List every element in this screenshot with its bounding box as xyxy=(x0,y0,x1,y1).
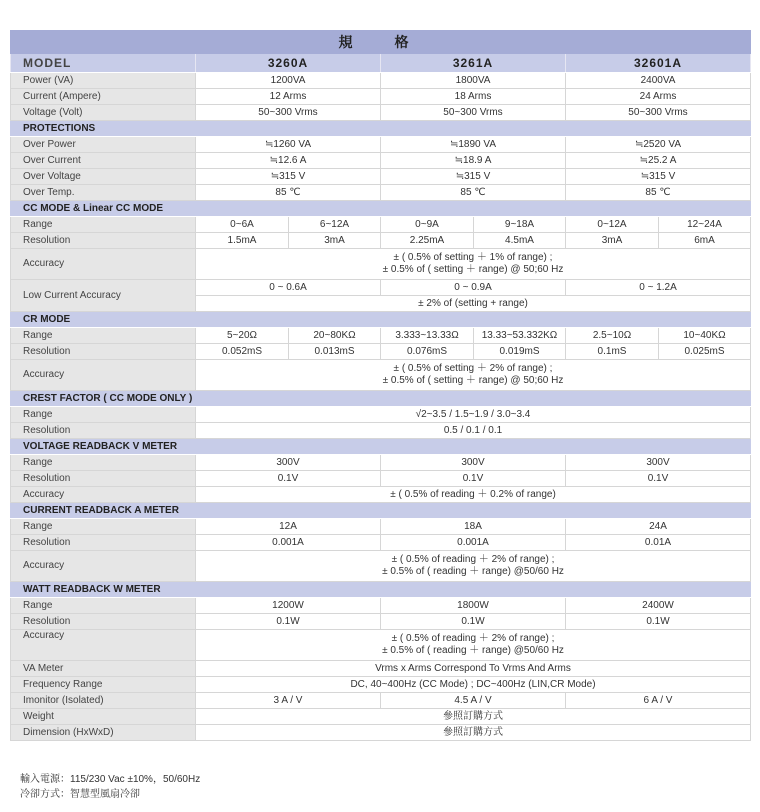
row-label: Over Current xyxy=(11,153,196,169)
cell: 1800VA xyxy=(381,73,566,89)
row-label: Resolution xyxy=(11,471,196,487)
cell: 0.019mS xyxy=(474,344,566,360)
cell: 0.1mS xyxy=(566,344,659,360)
section-protections xyxy=(11,121,751,137)
cell: 0~9A xyxy=(381,217,474,233)
cell: 10~40KΩ xyxy=(659,328,751,344)
accuracy-line-2: ± 0.5% of ( setting ＋ range) @ 50;60 Hz xyxy=(382,375,564,386)
cell: 0.001A xyxy=(381,535,566,551)
cell: 0 ~ 1.2A xyxy=(566,280,751,296)
cell: ≒2520 VA xyxy=(566,137,751,153)
row-label: Range xyxy=(11,455,196,471)
cell xyxy=(196,630,751,661)
row-label: Range xyxy=(11,217,196,233)
cell: 3mA xyxy=(289,233,381,249)
row-label: Resolution xyxy=(11,344,196,360)
row-label: Range xyxy=(11,598,196,614)
frequency-range-row xyxy=(11,677,751,693)
cell: 0~6A xyxy=(196,217,289,233)
v-resolution-row xyxy=(11,471,751,487)
section-header: VOLTAGE READBACK V METER xyxy=(11,439,751,455)
cell: 12~24A xyxy=(659,217,751,233)
row-label: Resolution xyxy=(11,614,196,630)
accuracy-line-2: ± 0.5% of ( reading ＋ range) @50/60 Hz xyxy=(382,566,564,577)
va-meter-row xyxy=(11,661,751,677)
cell: 1200VA xyxy=(196,73,381,89)
cell: 參照訂購方式 xyxy=(196,725,751,741)
cell: 6 A / V xyxy=(566,693,751,709)
row-label: Accuracy xyxy=(11,360,196,391)
row-label: Dimension (HxWxD) xyxy=(11,725,196,741)
row-label: Range xyxy=(11,519,196,535)
cell: 0.1W xyxy=(566,614,751,630)
cell: 9~18A xyxy=(474,217,566,233)
accuracy-line-1: ± ( 0.5% of setting ＋ 2% of range) ; xyxy=(393,363,553,374)
cell: 0.1W xyxy=(381,614,566,630)
cell: 4.5mA xyxy=(474,233,566,249)
cell: 2400W xyxy=(566,598,751,614)
footnote-input-power: 輸入電源：115/230 Vac ±10%，50/60Hz xyxy=(20,774,201,785)
cell: 24A xyxy=(566,519,751,535)
cell: 0.013mS xyxy=(289,344,381,360)
row-label: Power (VA) xyxy=(11,73,196,89)
row-label: Range xyxy=(11,328,196,344)
spec-table xyxy=(10,30,751,741)
accuracy-line-2: ± 0.5% of ( setting ＋ range) @ 50;60 Hz xyxy=(382,264,564,275)
cell: 3mA xyxy=(566,233,659,249)
section-cr-mode xyxy=(11,312,751,328)
section-current-readback xyxy=(11,503,751,519)
cell: 0.1V xyxy=(381,471,566,487)
cell: 0.1V xyxy=(196,471,381,487)
cell: ≒315 V xyxy=(196,169,381,185)
cell: 2.5~10Ω xyxy=(566,328,659,344)
cell: 0 ~ 0.9A xyxy=(381,280,566,296)
w-range-row xyxy=(11,598,751,614)
cell: 0.1W xyxy=(196,614,381,630)
row-label: Over Power xyxy=(11,137,196,153)
w-resolution-row xyxy=(11,614,751,630)
row-label: Resolution xyxy=(11,233,196,249)
footnote-cooling: 冷卻方式：智慧型風扇冷卻 xyxy=(20,789,140,800)
cell: 0 ~ 0.6A xyxy=(196,280,381,296)
cc-resolution-row xyxy=(11,233,751,249)
cell: 13.33~53.332KΩ xyxy=(474,328,566,344)
cell: 5~20Ω xyxy=(196,328,289,344)
cell: ≒18.9 A xyxy=(381,153,566,169)
cell: ≒1260 VA xyxy=(196,137,381,153)
section-voltage-readback xyxy=(11,439,751,455)
cell: ≒315 V xyxy=(566,169,751,185)
section-header: CC MODE & Linear CC MODE xyxy=(11,201,751,217)
row-label: Voltage (Volt) xyxy=(11,105,196,121)
a-resolution-row xyxy=(11,535,751,551)
row-label: Accuracy xyxy=(11,487,196,503)
accuracy-line-1: ± ( 0.5% of reading ＋ 2% of range) ; xyxy=(391,633,555,644)
cell: 2.25mA xyxy=(381,233,474,249)
cc-accuracy-row xyxy=(11,249,751,280)
cell: 50~300 Vrms xyxy=(381,105,566,121)
section-header: PROTECTIONS xyxy=(11,121,751,137)
row-label: Low Current Accuracy xyxy=(11,280,196,312)
cell: 50~300 Vrms xyxy=(196,105,381,121)
cr-range-row xyxy=(11,328,751,344)
cell: 300V xyxy=(566,455,751,471)
accuracy-line-1: ± ( 0.5% of reading ＋ 2% of range) ; xyxy=(391,554,555,565)
cell: 18 Arms xyxy=(381,89,566,105)
voltage-row xyxy=(11,105,751,121)
cell: 0.001A xyxy=(196,535,381,551)
v-range-row xyxy=(11,455,751,471)
cell: ≒1890 VA xyxy=(381,137,566,153)
cell: 1.5mA xyxy=(196,233,289,249)
section-header: CURRENT READBACK A METER xyxy=(11,503,751,519)
row-label: Imonitor (Isolated) xyxy=(11,693,196,709)
weight-row xyxy=(11,709,751,725)
model-label: MODEL xyxy=(11,54,196,73)
section-cc-mode xyxy=(11,201,751,217)
row-label: Resolution xyxy=(11,423,196,439)
cell: 0.076mS xyxy=(381,344,474,360)
cell: 0~12A xyxy=(566,217,659,233)
section-header: CREST FACTOR ( CC MODE ONLY ) xyxy=(11,391,751,407)
model-row xyxy=(11,54,751,73)
section-watt-readback xyxy=(11,582,751,598)
cell: 300V xyxy=(381,455,566,471)
dimension-row xyxy=(11,725,751,741)
section-header: CR MODE xyxy=(11,312,751,328)
cell: 0.025mS xyxy=(659,344,751,360)
accuracy-line-1: ± ( 0.5% of setting ＋ 1% of range) ; xyxy=(393,252,553,263)
cell: 1800W xyxy=(381,598,566,614)
cell: 0.01A xyxy=(566,535,751,551)
cell: 12A xyxy=(196,519,381,535)
cr-resolution-row xyxy=(11,344,751,360)
cell: 12 Arms xyxy=(196,89,381,105)
model-3261a: 3261A xyxy=(381,54,566,73)
cr-accuracy-row xyxy=(11,360,751,391)
imonitor-row xyxy=(11,693,751,709)
cell: 3.333~13.33Ω xyxy=(381,328,474,344)
model-3260a: 3260A xyxy=(196,54,381,73)
v-accuracy-row xyxy=(11,487,751,503)
cell: ≒12.6 A xyxy=(196,153,381,169)
cell: DC, 40~400Hz (CC Mode) ; DC~400Hz (LIN,CR Mode) xyxy=(196,677,751,693)
cell: ± 2% of (setting + range) xyxy=(196,296,751,312)
row-label: VA Meter xyxy=(11,661,196,677)
row-label: Accuracy xyxy=(11,249,196,280)
cc-range-row xyxy=(11,217,751,233)
a-accuracy-row xyxy=(11,551,751,582)
cell: 50~300 Vrms xyxy=(566,105,751,121)
row-label: Frequency Range xyxy=(11,677,196,693)
section-header: WATT READBACK W METER xyxy=(11,582,751,598)
cell: 參照訂購方式 xyxy=(196,709,751,725)
cell: 85 ℃ xyxy=(566,185,751,201)
crest-range-row xyxy=(11,407,751,423)
a-range-row xyxy=(11,519,751,535)
cell: Vrms x Arms Correspond To Vrms And Arms xyxy=(196,661,751,677)
row-label: Weight xyxy=(11,709,196,725)
row-label: Resolution xyxy=(11,535,196,551)
cell: 3 A / V xyxy=(196,693,381,709)
cell: ± ( 0.5% of reading ＋ 0.2% of range) xyxy=(196,487,751,503)
cell: 300V xyxy=(196,455,381,471)
model-32601a: 32601A xyxy=(566,54,751,73)
cell xyxy=(196,249,751,280)
cell: 24 Arms xyxy=(566,89,751,105)
cell: 0.5 / 0.1 / 0.1 xyxy=(196,423,751,439)
cell: 85 ℃ xyxy=(381,185,566,201)
cell: 1200W xyxy=(196,598,381,614)
cell: 18A xyxy=(381,519,566,535)
cell xyxy=(196,551,751,582)
row-label: Accuracy xyxy=(11,630,196,661)
cell: 6~12A xyxy=(289,217,381,233)
power-row xyxy=(11,73,751,89)
over-temp-row xyxy=(11,185,751,201)
spec-title: 規 格 xyxy=(11,31,751,54)
over-voltage-row xyxy=(11,169,751,185)
row-label: Over Voltage xyxy=(11,169,196,185)
section-crest-factor xyxy=(11,391,751,407)
cell: 0.052mS xyxy=(196,344,289,360)
cell: ≒25.2 A xyxy=(566,153,751,169)
row-label: Range xyxy=(11,407,196,423)
cell: √2~3.5 / 1.5~1.9 / 3.0~3.4 xyxy=(196,407,751,423)
cell xyxy=(196,360,751,391)
current-row xyxy=(11,89,751,105)
row-label: Current (Ampere) xyxy=(11,89,196,105)
cell: 2400VA xyxy=(566,73,751,89)
crest-resolution-row xyxy=(11,423,751,439)
row-label: Over Temp. xyxy=(11,185,196,201)
cell: 85 ℃ xyxy=(196,185,381,201)
cell: 6mA xyxy=(659,233,751,249)
title-row xyxy=(11,31,751,54)
accuracy-line-2: ± 0.5% of ( reading ＋ range) @50/60 Hz xyxy=(382,645,564,656)
cell: ≒315 V xyxy=(381,169,566,185)
w-accuracy-row xyxy=(11,630,751,661)
over-current-row xyxy=(11,153,751,169)
row-label: Accuracy xyxy=(11,551,196,582)
cell: 4.5 A / V xyxy=(381,693,566,709)
cell: 0.1V xyxy=(566,471,751,487)
low-current-range-row xyxy=(11,280,751,296)
cell: 20~80KΩ xyxy=(289,328,381,344)
over-power-row xyxy=(11,137,751,153)
